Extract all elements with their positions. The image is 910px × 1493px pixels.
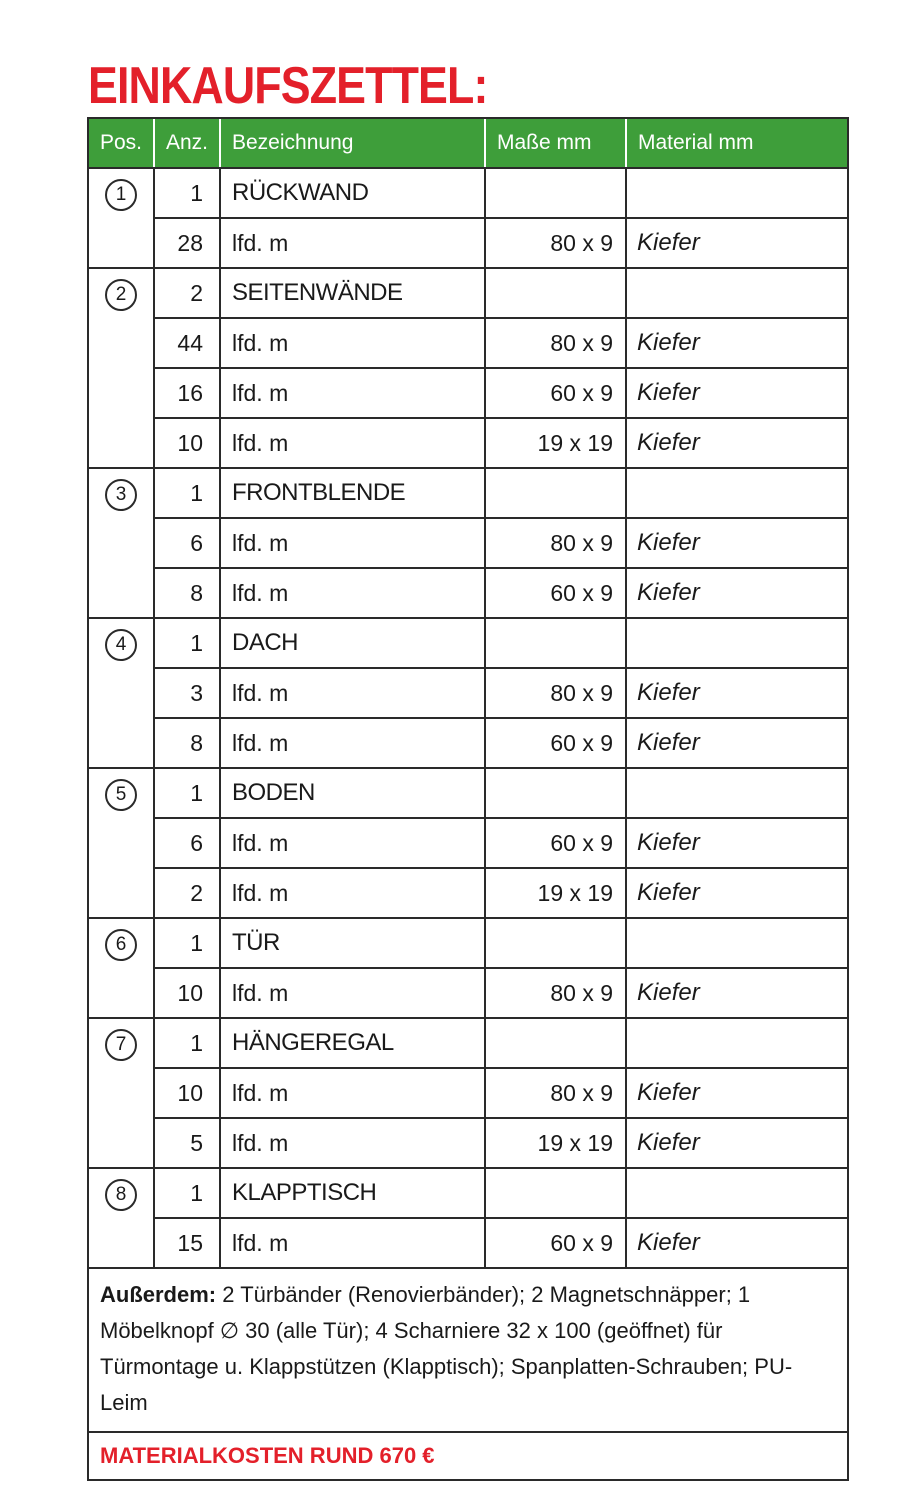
dimensions-cell [485,1168,626,1218]
description-cell: lfd. m [220,1068,485,1118]
group-title-row [89,918,847,968]
table-row [89,518,847,568]
material-cell: Kiefer [626,668,847,718]
description-cell: lfd. m [220,568,485,618]
quantity-cell: 10 [154,1068,220,1118]
quantity-cell: 1 [154,468,220,518]
table-row [89,218,847,268]
note-text: 2 Türbänder (Renovierbänder); 2 Magnetschnäpper; 1 Möbelknopf ∅ 30 (alle Tür); 4 Scharniere 32 x 100 (geöffnet) für Türmontage u. Klappstützen (Klapptisch); Spanplatten-Schrauben; PU-Leim [100,1282,793,1415]
material-cell [626,468,847,518]
table-row [89,1218,847,1268]
material-cell [626,1018,847,1068]
dimensions-cell [485,1018,626,1068]
dimensions-cell [485,918,626,968]
dimensions-cell: 60 x 9 [485,1218,626,1268]
table-row [89,1118,847,1168]
header-pos: Pos. [89,119,154,168]
position-cell [89,618,154,768]
position-cell [89,918,154,1018]
position-number-badge: 8 [105,1179,137,1211]
material-cell [626,618,847,668]
header-material: Material mm [626,119,847,168]
material-cell: Kiefer [626,968,847,1018]
quantity-cell: 3 [154,668,220,718]
material-cell: Kiefer [626,218,847,268]
position-number-badge: 7 [105,1029,137,1061]
description-cell: lfd. m [220,1218,485,1268]
material-cell [626,1168,847,1218]
description-cell: lfd. m [220,968,485,1018]
quantity-cell: 15 [154,1218,220,1268]
quantity-cell: 1 [154,618,220,668]
description-cell: lfd. m [220,868,485,918]
group-title-row [89,768,847,818]
position-cell [89,468,154,618]
group-title-row [89,1018,847,1068]
quantity-cell: 10 [154,418,220,468]
note-lead: Außerdem: [100,1282,217,1307]
quantity-cell: 1 [154,918,220,968]
dimensions-cell: 80 x 9 [485,668,626,718]
table-row [89,718,847,768]
additional-items-note [89,1269,847,1433]
description-cell: RÜCKWAND [220,168,485,218]
quantity-cell: 16 [154,368,220,418]
group-title-row [89,268,847,318]
description-cell: BODEN [220,768,485,818]
material-cell: Kiefer [626,1118,847,1168]
material-cell: Kiefer [626,1068,847,1118]
material-cell: Kiefer [626,418,847,468]
table-row [89,318,847,368]
position-cell [89,168,154,268]
description-cell: FRONTBLENDE [220,468,485,518]
description-cell: HÄNGEREGAL [220,1018,485,1068]
dimensions-cell: 19 x 19 [485,418,626,468]
position-cell [89,1168,154,1268]
dimensions-cell: 19 x 19 [485,1118,626,1168]
material-cell [626,268,847,318]
table-row [89,818,847,868]
description-cell: lfd. m [220,518,485,568]
quantity-cell: 1 [154,1168,220,1218]
table-row [89,968,847,1018]
table-row [89,1068,847,1118]
dimensions-cell: 80 x 9 [485,1068,626,1118]
quantity-cell: 8 [154,718,220,768]
group-title-row [89,468,847,518]
quantity-cell: 6 [154,818,220,868]
table-row [89,418,847,468]
group-title-row [89,1168,847,1218]
dimensions-cell: 80 x 9 [485,968,626,1018]
description-cell: lfd. m [220,818,485,868]
group-title-row [89,168,847,218]
quantity-cell: 1 [154,768,220,818]
dimensions-cell: 19 x 19 [485,868,626,918]
table-row [89,368,847,418]
position-number-badge: 1 [105,179,137,211]
material-cell [626,168,847,218]
table-row [89,868,847,918]
quantity-cell: 1 [154,1018,220,1068]
quantity-cell: 10 [154,968,220,1018]
position-number-badge: 5 [105,779,137,811]
position-cell [89,1018,154,1168]
dimensions-cell [485,168,626,218]
position-number-badge: 3 [105,479,137,511]
position-cell [89,268,154,468]
description-cell: lfd. m [220,318,485,368]
header-anz: Anz. [154,119,220,168]
materials-table [89,119,847,1269]
material-cell [626,768,847,818]
description-cell: lfd. m [220,218,485,268]
group-title-row [89,618,847,668]
dimensions-cell: 60 x 9 [485,568,626,618]
quantity-cell: 5 [154,1118,220,1168]
header-bezeichnung: Bezeichnung [220,119,485,168]
description-cell: lfd. m [220,418,485,468]
material-cell: Kiefer [626,818,847,868]
table-header-row [89,119,847,168]
material-cell: Kiefer [626,318,847,368]
table-row [89,668,847,718]
dimensions-cell [485,468,626,518]
description-cell: lfd. m [220,668,485,718]
material-cost-total: MATERIALKOSTEN RUND 670 € [100,1443,435,1468]
position-cell [89,768,154,918]
dimensions-cell [485,768,626,818]
quantity-cell: 6 [154,518,220,568]
quantity-cell: 8 [154,568,220,618]
dimensions-cell: 80 x 9 [485,318,626,368]
dimensions-cell: 60 x 9 [485,368,626,418]
dimensions-cell [485,618,626,668]
material-cell [626,918,847,968]
material-cell: Kiefer [626,368,847,418]
quantity-cell: 28 [154,218,220,268]
table-body [89,168,847,1268]
description-cell: TÜR [220,918,485,968]
position-number-badge: 6 [105,929,137,961]
description-cell: lfd. m [220,1118,485,1168]
table-row [89,568,847,618]
position-number-badge: 4 [105,629,137,661]
material-cell: Kiefer [626,718,847,768]
material-cell: Kiefer [626,1218,847,1268]
header-masse: Maße mm [485,119,626,168]
description-cell: lfd. m [220,368,485,418]
description-cell: DACH [220,618,485,668]
dimensions-cell: 80 x 9 [485,518,626,568]
material-cell: Kiefer [626,868,847,918]
quantity-cell: 1 [154,168,220,218]
quantity-cell: 44 [154,318,220,368]
quantity-cell: 2 [154,868,220,918]
description-cell: SEITENWÄNDE [220,268,485,318]
quantity-cell: 2 [154,268,220,318]
dimensions-cell: 60 x 9 [485,718,626,768]
description-cell: KLAPPTISCH [220,1168,485,1218]
position-number-badge: 2 [105,279,137,311]
material-cell: Kiefer [626,518,847,568]
description-cell: lfd. m [220,718,485,768]
page-title: EINKAUFSZETTEL: [88,57,488,115]
dimensions-cell [485,268,626,318]
dimensions-cell: 60 x 9 [485,818,626,868]
material-cell: Kiefer [626,568,847,618]
dimensions-cell: 80 x 9 [485,218,626,268]
shopping-list [87,117,849,1481]
